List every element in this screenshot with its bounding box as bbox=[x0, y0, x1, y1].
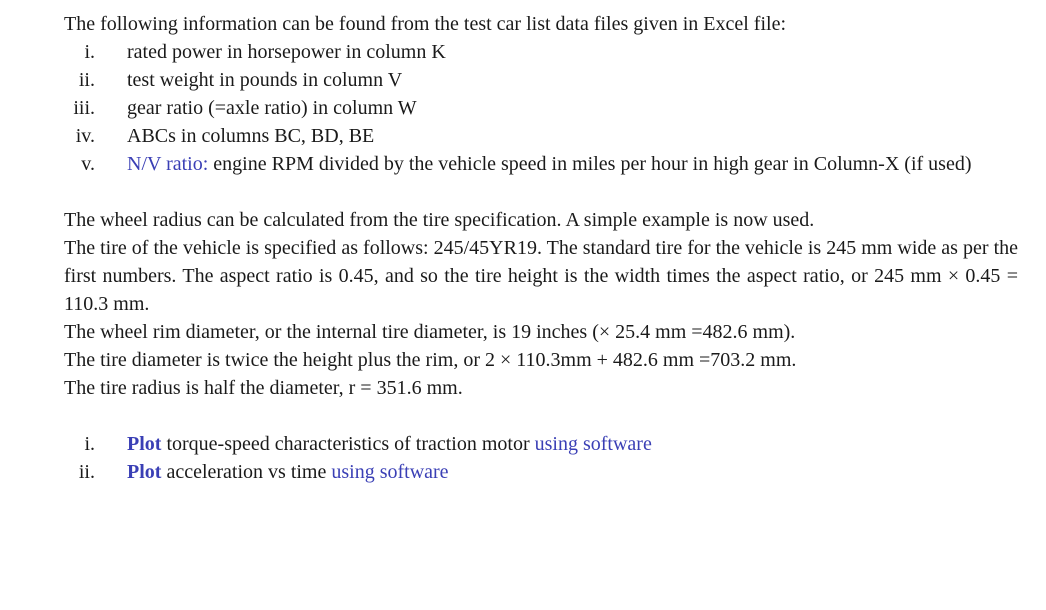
list-item bbox=[64, 94, 1018, 122]
list-number: ii. bbox=[78, 461, 95, 483]
task-list bbox=[64, 430, 1018, 486]
spacer bbox=[64, 178, 1018, 206]
list-item bbox=[64, 66, 1018, 94]
wheel-radius-section bbox=[64, 206, 1018, 402]
using-software-link[interactable]: using software bbox=[534, 433, 652, 455]
nv-ratio-highlight: N/V ratio: bbox=[127, 153, 209, 175]
document-page bbox=[64, 10, 1018, 486]
paragraph-line: The wheel rim diameter, or the internal tire diameter, is 19 inches (× 25.4 mm =482.6 mm). bbox=[64, 321, 796, 343]
list-text: gear ratio (=axle ratio) in column W bbox=[127, 97, 417, 119]
spacer bbox=[64, 402, 1018, 430]
list-text: ABCs in columns BC, BD, BE bbox=[127, 125, 375, 147]
task-item bbox=[64, 430, 1018, 458]
task-description: torque-speed characteristics of traction motor bbox=[161, 433, 535, 455]
list-number: iii. bbox=[73, 97, 95, 119]
list-item bbox=[64, 38, 1018, 66]
task-description: acceleration vs time bbox=[161, 461, 332, 483]
list-number: iv. bbox=[75, 125, 95, 147]
list-number: ii. bbox=[78, 69, 95, 91]
using-software-link[interactable]: using software bbox=[331, 461, 449, 483]
info-list bbox=[64, 38, 1018, 178]
task-item bbox=[64, 458, 1018, 486]
paragraph-line: The tire diameter is twice the height plus the rim, or 2 × 110.3mm + 482.6 mm =703.2 mm. bbox=[64, 349, 797, 371]
paragraph-line: The tire of the vehicle is specified as follows: 245/45YR19. The standard tire for the vehicle is 245 mm wide as per the first numbers. The aspect ratio is 0.45, and so the tire height is the width times the aspect ratio, or 245 mm × 0.45 = 110.3 mm. bbox=[64, 237, 1018, 315]
list-item bbox=[64, 150, 1018, 178]
plot-keyword: Plot bbox=[127, 433, 162, 455]
paragraph-line: The tire radius is half the diameter, r = 351.6 mm. bbox=[64, 377, 463, 399]
list-item bbox=[64, 122, 1018, 150]
list-number: i. bbox=[84, 433, 95, 455]
list-text: test weight in pounds in column V bbox=[127, 69, 403, 91]
list-number: i. bbox=[84, 41, 95, 63]
list-text bbox=[127, 150, 971, 178]
list-number: v. bbox=[81, 153, 95, 175]
list-text: rated power in horsepower in column K bbox=[127, 41, 446, 63]
task-text bbox=[127, 430, 652, 458]
paragraph-line: The wheel radius can be calculated from the tire specification. A simple example is now used. bbox=[64, 209, 815, 231]
nv-ratio-description: engine RPM divided by the vehicle speed in miles per hour in high gear in Column-X (if used) bbox=[208, 153, 972, 175]
plot-keyword: Plot bbox=[127, 461, 162, 483]
intro-text: The following information can be found from the test car list data files given in Excel file: bbox=[64, 13, 787, 35]
task-text bbox=[127, 458, 449, 486]
